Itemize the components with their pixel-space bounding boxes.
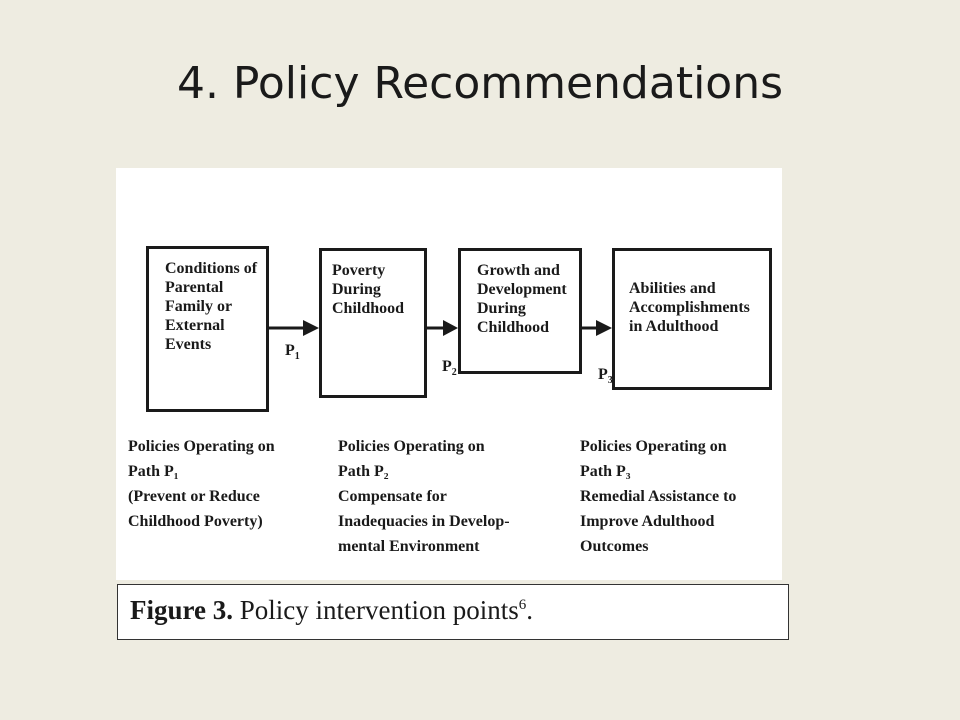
policy-text-p3: Policies Operating on Path P₃ Remedial Assistance to Improve Adulthood Outcomes xyxy=(580,438,737,555)
path-subscript: 3 xyxy=(607,375,613,387)
figure-caption xyxy=(117,584,789,640)
caption-text: Policy intervention points xyxy=(239,595,519,625)
caption-end: . xyxy=(526,595,533,625)
box-parental-conditions: Conditions of Parental Family or External Events xyxy=(146,246,269,412)
arrow-p1 xyxy=(269,318,321,338)
box-adult-abilities: Abilities and Accomplishments in Adulthood xyxy=(612,248,772,390)
path-label-p1 xyxy=(285,342,300,362)
slide-title: 4. Policy Recommendations xyxy=(176,58,784,109)
path-label-p2 xyxy=(442,358,457,378)
path-label-p3 xyxy=(598,366,613,386)
policy-text-p2: Policies Operating on Path P₂ Compensate for Inadequacies in Develop- mental Environment xyxy=(338,438,510,555)
arrow-p2 xyxy=(427,318,460,338)
arrow-p3 xyxy=(582,318,614,338)
caption-superscript: 6 xyxy=(518,597,527,613)
box-childhood-poverty: Poverty During Childhood xyxy=(319,248,427,398)
policy-text-p1: Policies Operating on Path P₁ (Prevent or Reduce Childhood Poverty) xyxy=(128,438,275,530)
figure-image xyxy=(116,168,782,580)
path-letter: P xyxy=(442,358,452,375)
path-subscript: 1 xyxy=(294,351,300,363)
path-letter: P xyxy=(285,342,295,359)
box-growth-development: Growth and Development During Childhood xyxy=(458,248,582,374)
path-subscript: 2 xyxy=(451,367,457,379)
path-letter: P xyxy=(598,366,608,383)
caption-label: Figure 3. xyxy=(130,595,233,625)
